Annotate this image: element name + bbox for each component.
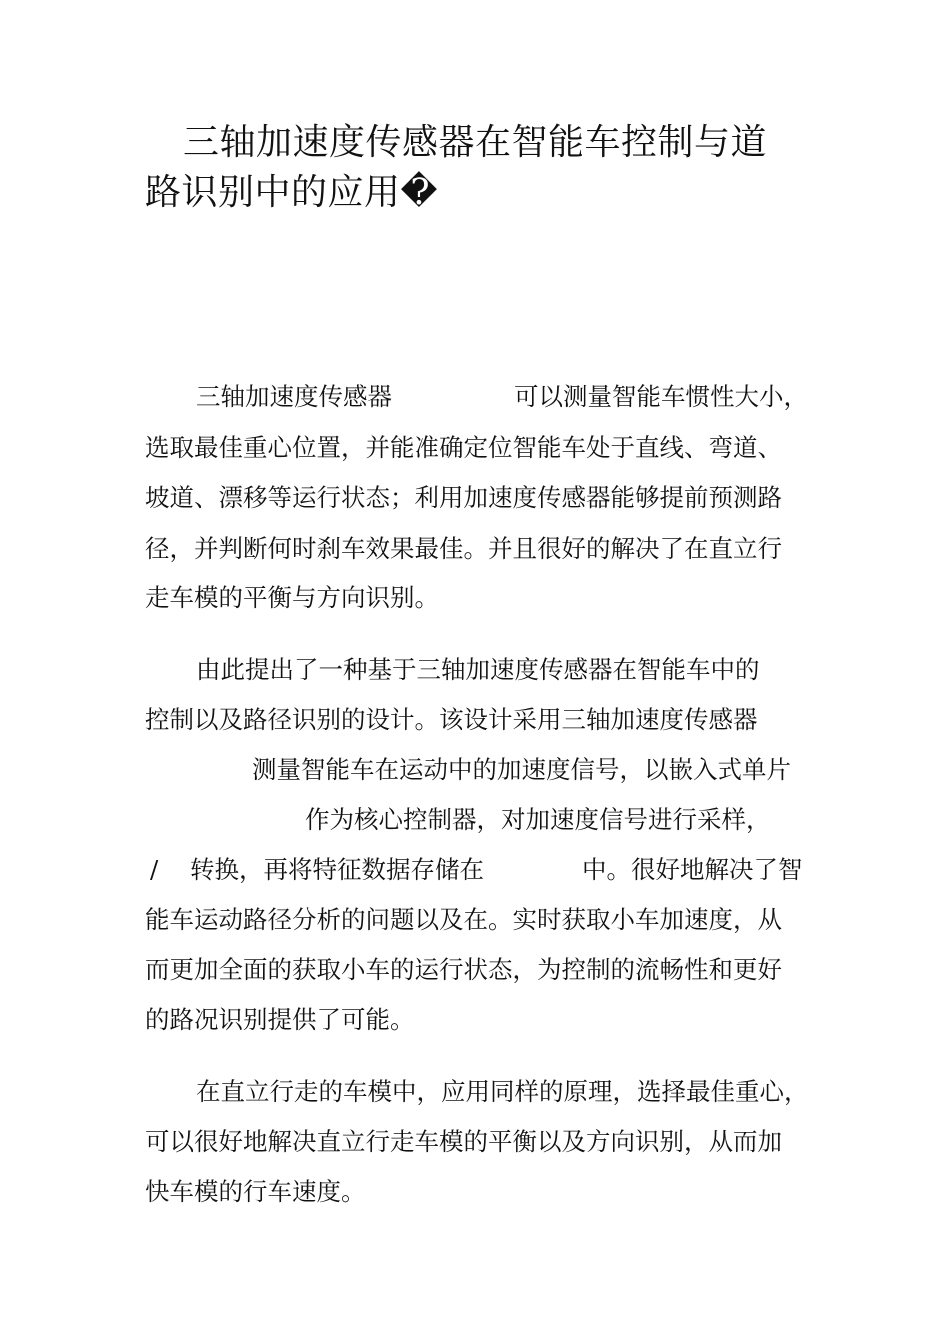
para1-line2: 选取最佳重心位置，并能准确定位智能车处于直线、弯道、 xyxy=(145,433,782,462)
para3-line1: 在直立行走的车模中，应用同样的原理，选择最佳重心， xyxy=(196,1077,809,1106)
para1-line4: 径，并判断何时刹车效果最佳。并且很好的解决了在直立行 xyxy=(145,534,782,563)
para3-line2: 可以很好地解决直立行走车模的平衡以及方向识别，从而加 xyxy=(145,1127,782,1156)
para2-line6: 能车运动路径分析的问题以及在。实时获取小车加速度，从 xyxy=(145,905,782,934)
para2-line3: 测量智能车在运动中的加速度信号，以嵌入式单片 xyxy=(252,755,791,784)
para2-line4: 作为核心控制器，对加速度信号进行采样， xyxy=(305,805,771,834)
para1-line1-a: 三轴加速度传感器 xyxy=(196,382,392,411)
para2-line2: 控制以及路径识别的设计。该设计采用三轴加速度传感器 xyxy=(145,705,758,734)
document-title xyxy=(145,118,825,218)
para2-line7: 而更加全面的获取小车的运行状态，为控制的流畅性和更好 xyxy=(145,955,782,984)
para2-line5-b: 转换，再将特征数据存储在 xyxy=(190,855,484,884)
para3-line3: 快车模的行车速度。 xyxy=(145,1177,366,1206)
para1-line5: 走车模的平衡与方向识别。 xyxy=(145,583,439,612)
para2-line5-c: 中。很好地解决了智 xyxy=(582,855,803,884)
para2-line5-a: / xyxy=(150,855,159,884)
title-line-1: 三轴加速度传感器在智能车控制与道 xyxy=(183,122,768,163)
para2-line8: 的路况识别提供了可能。 xyxy=(145,1005,415,1034)
para1-line3: 坡道、漂移等运行状态；利用加速度传感器能够提前预测路 xyxy=(145,483,782,512)
title-line-2: 路识别中的应用� xyxy=(145,172,438,213)
para1-line1-b: 可以测量智能车惯性大小， xyxy=(514,382,808,411)
para2-line1: 由此提出了一种基于三轴加速度传感器在智能车中的 xyxy=(196,655,760,684)
